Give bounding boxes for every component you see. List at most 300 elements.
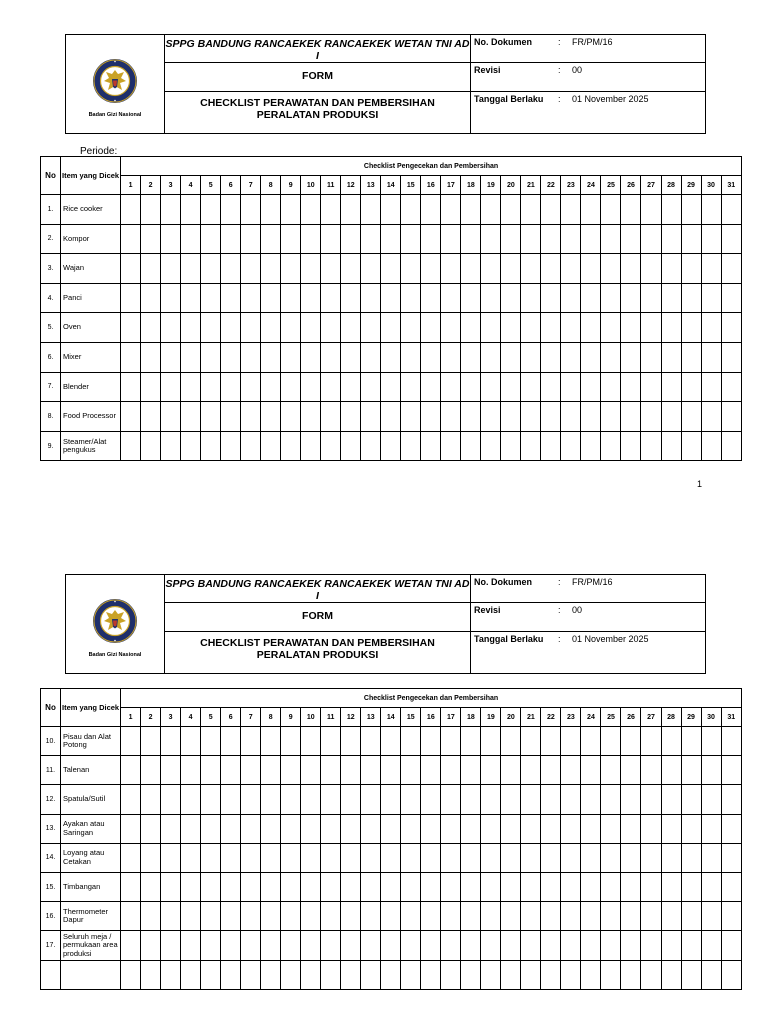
check-cell[interactable] [641, 843, 661, 872]
check-cell[interactable] [221, 313, 241, 343]
check-cell[interactable] [361, 283, 381, 313]
check-cell[interactable] [381, 756, 401, 785]
check-cell[interactable] [621, 785, 641, 814]
check-cell[interactable] [721, 814, 741, 843]
check-cell[interactable] [261, 313, 281, 343]
check-cell[interactable] [661, 960, 681, 989]
check-cell[interactable] [561, 283, 581, 313]
check-cell[interactable] [461, 372, 481, 402]
check-cell[interactable] [561, 224, 581, 254]
check-cell[interactable] [661, 372, 681, 402]
check-cell[interactable] [241, 342, 261, 372]
check-cell[interactable] [601, 843, 621, 872]
check-cell[interactable] [621, 372, 641, 402]
check-cell[interactable] [281, 195, 301, 225]
check-cell[interactable] [561, 902, 581, 931]
check-cell[interactable] [361, 843, 381, 872]
check-cell[interactable] [421, 814, 441, 843]
check-cell[interactable] [481, 402, 501, 432]
check-cell[interactable] [181, 372, 201, 402]
check-cell[interactable] [661, 342, 681, 372]
check-cell[interactable] [341, 931, 361, 960]
check-cell[interactable] [361, 313, 381, 343]
check-cell[interactable] [121, 902, 141, 931]
check-cell[interactable] [361, 342, 381, 372]
check-cell[interactable] [221, 402, 241, 432]
check-cell[interactable] [321, 872, 341, 901]
check-cell[interactable] [621, 283, 641, 313]
check-cell[interactable] [601, 785, 621, 814]
check-cell[interactable] [341, 342, 361, 372]
check-cell[interactable] [701, 313, 721, 343]
check-cell[interactable] [241, 254, 261, 284]
check-cell[interactable] [681, 960, 701, 989]
check-cell[interactable] [261, 283, 281, 313]
check-cell[interactable] [501, 313, 521, 343]
check-cell[interactable] [381, 254, 401, 284]
check-cell[interactable] [381, 843, 401, 872]
check-cell[interactable] [341, 254, 361, 284]
check-cell[interactable] [261, 342, 281, 372]
check-cell[interactable] [501, 843, 521, 872]
check-cell[interactable] [701, 402, 721, 432]
check-cell[interactable] [681, 342, 701, 372]
check-cell[interactable] [381, 372, 401, 402]
check-cell[interactable] [521, 342, 541, 372]
check-cell[interactable] [701, 342, 721, 372]
check-cell[interactable] [621, 843, 641, 872]
check-cell[interactable] [261, 372, 281, 402]
check-cell[interactable] [661, 224, 681, 254]
check-cell[interactable] [681, 931, 701, 960]
check-cell[interactable] [481, 902, 501, 931]
check-cell[interactable] [221, 902, 241, 931]
check-cell[interactable] [401, 727, 421, 756]
check-cell[interactable] [561, 872, 581, 901]
check-cell[interactable] [381, 402, 401, 432]
check-cell[interactable] [401, 195, 421, 225]
check-cell[interactable] [701, 224, 721, 254]
check-cell[interactable] [461, 313, 481, 343]
check-cell[interactable] [141, 283, 161, 313]
check-cell[interactable] [361, 254, 381, 284]
check-cell[interactable] [401, 785, 421, 814]
check-cell[interactable] [361, 431, 381, 461]
check-cell[interactable] [501, 785, 521, 814]
check-cell[interactable] [661, 902, 681, 931]
check-cell[interactable] [681, 902, 701, 931]
check-cell[interactable] [141, 814, 161, 843]
check-cell[interactable] [481, 785, 501, 814]
check-cell[interactable] [441, 902, 461, 931]
check-cell[interactable] [381, 931, 401, 960]
check-cell[interactable] [301, 931, 321, 960]
check-cell[interactable] [561, 814, 581, 843]
check-cell[interactable] [421, 785, 441, 814]
check-cell[interactable] [341, 283, 361, 313]
check-cell[interactable] [301, 342, 321, 372]
check-cell[interactable] [301, 727, 321, 756]
check-cell[interactable] [481, 931, 501, 960]
check-cell[interactable] [461, 195, 481, 225]
check-cell[interactable] [181, 224, 201, 254]
check-cell[interactable] [181, 342, 201, 372]
check-cell[interactable] [181, 843, 201, 872]
check-cell[interactable] [261, 254, 281, 284]
check-cell[interactable] [681, 402, 701, 432]
check-cell[interactable] [361, 195, 381, 225]
check-cell[interactable] [241, 431, 261, 461]
check-cell[interactable] [481, 313, 501, 343]
check-cell[interactable] [181, 756, 201, 785]
check-cell[interactable] [661, 785, 681, 814]
check-cell[interactable] [581, 843, 601, 872]
check-cell[interactable] [481, 960, 501, 989]
check-cell[interactable] [221, 843, 241, 872]
check-cell[interactable] [461, 814, 481, 843]
check-cell[interactable] [281, 843, 301, 872]
check-cell[interactable] [421, 902, 441, 931]
check-cell[interactable] [501, 283, 521, 313]
check-cell[interactable] [581, 342, 601, 372]
check-cell[interactable] [621, 872, 641, 901]
check-cell[interactable] [641, 402, 661, 432]
check-cell[interactable] [161, 960, 181, 989]
check-cell[interactable] [661, 313, 681, 343]
check-cell[interactable] [721, 872, 741, 901]
check-cell[interactable] [721, 402, 741, 432]
check-cell[interactable] [681, 756, 701, 785]
check-cell[interactable] [181, 785, 201, 814]
check-cell[interactable] [521, 283, 541, 313]
check-cell[interactable] [701, 283, 721, 313]
check-cell[interactable] [261, 814, 281, 843]
check-cell[interactable] [241, 283, 261, 313]
check-cell[interactable] [121, 960, 141, 989]
check-cell[interactable] [201, 931, 221, 960]
check-cell[interactable] [161, 872, 181, 901]
check-cell[interactable] [341, 902, 361, 931]
check-cell[interactable] [541, 431, 561, 461]
check-cell[interactable] [581, 960, 601, 989]
check-cell[interactable] [641, 224, 661, 254]
check-cell[interactable] [701, 843, 721, 872]
check-cell[interactable] [281, 931, 301, 960]
check-cell[interactable] [401, 313, 421, 343]
check-cell[interactable] [161, 254, 181, 284]
check-cell[interactable] [621, 402, 641, 432]
check-cell[interactable] [461, 224, 481, 254]
check-cell[interactable] [201, 224, 221, 254]
check-cell[interactable] [201, 814, 221, 843]
check-cell[interactable] [481, 254, 501, 284]
check-cell[interactable] [421, 342, 441, 372]
check-cell[interactable] [621, 254, 641, 284]
check-cell[interactable] [441, 402, 461, 432]
check-cell[interactable] [501, 372, 521, 402]
check-cell[interactable] [661, 756, 681, 785]
check-cell[interactable] [641, 195, 661, 225]
check-cell[interactable] [721, 785, 741, 814]
check-cell[interactable] [421, 756, 441, 785]
check-cell[interactable] [121, 372, 141, 402]
check-cell[interactable] [661, 931, 681, 960]
check-cell[interactable] [221, 727, 241, 756]
check-cell[interactable] [641, 931, 661, 960]
check-cell[interactable] [341, 431, 361, 461]
check-cell[interactable] [241, 814, 261, 843]
check-cell[interactable] [461, 902, 481, 931]
check-cell[interactable] [721, 843, 741, 872]
check-cell[interactable] [581, 402, 601, 432]
check-cell[interactable] [181, 960, 201, 989]
check-cell[interactable] [481, 431, 501, 461]
check-cell[interactable] [541, 872, 561, 901]
check-cell[interactable] [401, 931, 421, 960]
check-cell[interactable] [141, 431, 161, 461]
check-cell[interactable] [621, 931, 641, 960]
check-cell[interactable] [421, 931, 441, 960]
check-cell[interactable] [541, 283, 561, 313]
check-cell[interactable] [441, 785, 461, 814]
check-cell[interactable] [121, 727, 141, 756]
check-cell[interactable] [561, 756, 581, 785]
check-cell[interactable] [681, 785, 701, 814]
check-cell[interactable] [121, 224, 141, 254]
check-cell[interactable] [141, 902, 161, 931]
check-cell[interactable] [141, 313, 161, 343]
check-cell[interactable] [201, 843, 221, 872]
check-cell[interactable] [401, 254, 421, 284]
check-cell[interactable] [201, 313, 221, 343]
check-cell[interactable] [281, 960, 301, 989]
check-cell[interactable] [301, 313, 321, 343]
check-cell[interactable] [541, 342, 561, 372]
check-cell[interactable] [401, 372, 421, 402]
check-cell[interactable] [421, 283, 441, 313]
check-cell[interactable] [281, 342, 301, 372]
check-cell[interactable] [641, 254, 661, 284]
check-cell[interactable] [221, 785, 241, 814]
check-cell[interactable] [121, 872, 141, 901]
check-cell[interactable] [141, 727, 161, 756]
check-cell[interactable] [441, 313, 461, 343]
check-cell[interactable] [301, 960, 321, 989]
check-cell[interactable] [301, 224, 321, 254]
check-cell[interactable] [181, 727, 201, 756]
check-cell[interactable] [521, 843, 541, 872]
check-cell[interactable] [661, 402, 681, 432]
check-cell[interactable] [141, 960, 161, 989]
check-cell[interactable] [221, 342, 241, 372]
check-cell[interactable] [281, 814, 301, 843]
check-cell[interactable] [341, 224, 361, 254]
check-cell[interactable] [261, 872, 281, 901]
check-cell[interactable] [361, 727, 381, 756]
check-cell[interactable] [701, 931, 721, 960]
check-cell[interactable] [441, 254, 461, 284]
check-cell[interactable] [481, 195, 501, 225]
check-cell[interactable] [701, 254, 721, 284]
check-cell[interactable] [461, 756, 481, 785]
check-cell[interactable] [361, 931, 381, 960]
check-cell[interactable] [261, 727, 281, 756]
check-cell[interactable] [341, 372, 361, 402]
check-cell[interactable] [601, 872, 621, 901]
check-cell[interactable] [721, 756, 741, 785]
check-cell[interactable] [621, 814, 641, 843]
check-cell[interactable] [301, 785, 321, 814]
check-cell[interactable] [721, 224, 741, 254]
check-cell[interactable] [161, 195, 181, 225]
check-cell[interactable] [161, 814, 181, 843]
check-cell[interactable] [281, 372, 301, 402]
check-cell[interactable] [621, 431, 641, 461]
check-cell[interactable] [401, 843, 421, 872]
check-cell[interactable] [601, 814, 621, 843]
check-cell[interactable] [641, 727, 661, 756]
check-cell[interactable] [141, 785, 161, 814]
check-cell[interactable] [681, 431, 701, 461]
check-cell[interactable] [441, 195, 461, 225]
check-cell[interactable] [561, 960, 581, 989]
check-cell[interactable] [441, 342, 461, 372]
check-cell[interactable] [281, 727, 301, 756]
check-cell[interactable] [681, 224, 701, 254]
check-cell[interactable] [621, 902, 641, 931]
check-cell[interactable] [161, 931, 181, 960]
check-cell[interactable] [561, 843, 581, 872]
check-cell[interactable] [121, 195, 141, 225]
check-cell[interactable] [361, 960, 381, 989]
check-cell[interactable] [241, 756, 261, 785]
check-cell[interactable] [181, 283, 201, 313]
check-cell[interactable] [541, 902, 561, 931]
check-cell[interactable] [481, 872, 501, 901]
check-cell[interactable] [541, 372, 561, 402]
check-cell[interactable] [501, 342, 521, 372]
check-cell[interactable] [701, 195, 721, 225]
check-cell[interactable] [401, 224, 421, 254]
check-cell[interactable] [421, 402, 441, 432]
check-cell[interactable] [561, 195, 581, 225]
check-cell[interactable] [161, 313, 181, 343]
check-cell[interactable] [241, 195, 261, 225]
check-cell[interactable] [341, 785, 361, 814]
check-cell[interactable] [721, 254, 741, 284]
check-cell[interactable] [661, 283, 681, 313]
check-cell[interactable] [301, 283, 321, 313]
check-cell[interactable] [221, 254, 241, 284]
check-cell[interactable] [641, 814, 661, 843]
check-cell[interactable] [621, 727, 641, 756]
check-cell[interactable] [141, 372, 161, 402]
check-cell[interactable] [161, 785, 181, 814]
check-cell[interactable] [441, 843, 461, 872]
check-cell[interactable] [161, 402, 181, 432]
check-cell[interactable] [261, 843, 281, 872]
check-cell[interactable] [501, 727, 521, 756]
check-cell[interactable] [341, 843, 361, 872]
check-cell[interactable] [581, 931, 601, 960]
check-cell[interactable] [421, 843, 441, 872]
check-cell[interactable] [561, 342, 581, 372]
check-cell[interactable] [641, 342, 661, 372]
check-cell[interactable] [521, 224, 541, 254]
check-cell[interactable] [701, 902, 721, 931]
check-cell[interactable] [121, 814, 141, 843]
check-cell[interactable] [221, 814, 241, 843]
check-cell[interactable] [401, 756, 421, 785]
check-cell[interactable] [721, 960, 741, 989]
check-cell[interactable] [121, 756, 141, 785]
check-cell[interactable] [541, 756, 561, 785]
check-cell[interactable] [521, 756, 541, 785]
check-cell[interactable] [241, 372, 261, 402]
check-cell[interactable] [321, 283, 341, 313]
check-cell[interactable] [521, 402, 541, 432]
check-cell[interactable] [721, 195, 741, 225]
check-cell[interactable] [421, 254, 441, 284]
check-cell[interactable] [481, 224, 501, 254]
check-cell[interactable] [501, 195, 521, 225]
check-cell[interactable] [521, 254, 541, 284]
check-cell[interactable] [301, 902, 321, 931]
check-cell[interactable] [641, 283, 661, 313]
check-cell[interactable] [501, 402, 521, 432]
check-cell[interactable] [241, 843, 261, 872]
check-cell[interactable] [161, 902, 181, 931]
check-cell[interactable] [381, 902, 401, 931]
check-cell[interactable] [141, 342, 161, 372]
check-cell[interactable] [441, 814, 461, 843]
check-cell[interactable] [401, 902, 421, 931]
check-cell[interactable] [721, 342, 741, 372]
check-cell[interactable] [301, 431, 321, 461]
check-cell[interactable] [261, 931, 281, 960]
check-cell[interactable] [681, 254, 701, 284]
check-cell[interactable] [641, 785, 661, 814]
check-cell[interactable] [121, 843, 141, 872]
check-cell[interactable] [241, 313, 261, 343]
check-cell[interactable] [501, 872, 521, 901]
check-cell[interactable] [601, 224, 621, 254]
check-cell[interactable] [221, 756, 241, 785]
check-cell[interactable] [421, 872, 441, 901]
check-cell[interactable] [581, 902, 601, 931]
check-cell[interactable] [601, 727, 621, 756]
check-cell[interactable] [541, 254, 561, 284]
check-cell[interactable] [521, 814, 541, 843]
check-cell[interactable] [261, 960, 281, 989]
check-cell[interactable] [421, 224, 441, 254]
check-cell[interactable] [321, 402, 341, 432]
check-cell[interactable] [361, 224, 381, 254]
check-cell[interactable] [121, 402, 141, 432]
check-cell[interactable] [281, 224, 301, 254]
check-cell[interactable] [141, 402, 161, 432]
check-cell[interactable] [281, 872, 301, 901]
check-cell[interactable] [701, 960, 721, 989]
check-cell[interactable] [121, 254, 141, 284]
check-cell[interactable] [641, 372, 661, 402]
check-cell[interactable] [621, 224, 641, 254]
check-cell[interactable] [341, 727, 361, 756]
check-cell[interactable] [441, 372, 461, 402]
check-cell[interactable] [441, 224, 461, 254]
check-cell[interactable] [321, 756, 341, 785]
check-cell[interactable] [261, 756, 281, 785]
